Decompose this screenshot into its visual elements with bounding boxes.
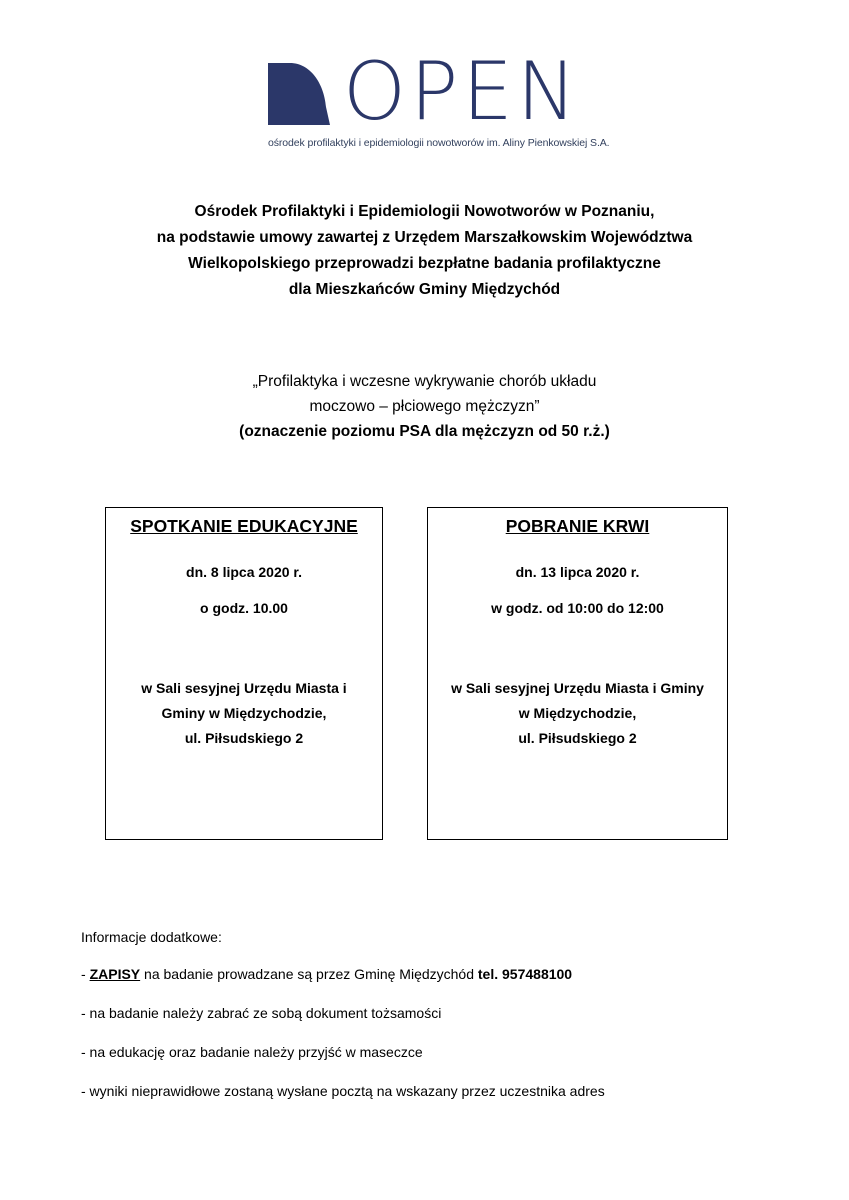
intro-paragraph [0,199,849,303]
education-meeting-box [105,507,383,840]
intro-line: Ośrodek Profilaktyki i Epidemiologii Nowotworów w Poznaniu, [194,203,655,220]
venue-line: w Sali sesyjnej Urzędu Miasta i Gminy [451,680,704,696]
info-prefix: - [81,966,90,982]
registration-keyword: ZAPISY [89,966,141,982]
info-item-registration [81,965,572,983]
program-line-3: (oznaczenie poziomu PSA dla mężczyzn od 50 r.ż.) [239,423,610,440]
info-heading: Informacje dodatkowe: [81,929,222,945]
blood-date: dn. 13 lipca 2020 r. [515,564,640,580]
info-item-id-document: - na badanie należy zabrać ze sobą dokument tożsamości [81,1005,442,1021]
info-text: na badanie prowadzane są przez Gminę Międzychód [140,966,478,982]
education-venue [106,676,382,751]
phone-number: tel. 957488100 [477,966,573,982]
intro-line: Wielkopolskiego przeprowadzi bezpłatne badania profilaktyczne [188,255,661,272]
intro-line: na podstawie umowy zawartej z Urzędem Marszałkowskim Województwa [156,229,693,246]
education-title: SPOTKANIE EDUKACYJNE [130,516,358,536]
info-item-mask: - na edukację oraz badanie należy przyjść w maseczce [81,1044,423,1060]
logo-subtitle: ośrodek profilaktyki i epidemiologii nowotworów im. Aliny Pienkowskiej S.A. [268,137,610,149]
venue-line: ul. Piłsudskiego 2 [518,730,637,746]
logo [268,45,610,155]
blood-time: w godz. od 10:00 do 12:00 [491,600,664,616]
venue-line: ul. Piłsudskiego 2 [184,730,304,746]
info-item-results: - wyniki nieprawidłowe zostaną wysłane pocztą na wskazany przez uczestnika adres [81,1083,605,1099]
logo-wordmark: OPEN [343,45,581,138]
education-date: dn. 8 lipca 2020 r. [186,564,302,580]
program-line-1: „Profilaktyka i wczesne wykrywanie chorób układu [252,373,597,390]
program-line-2: moczowo – płciowego mężczyzn” [309,398,540,415]
intro-line: dla Mieszkańców Gminy Międzychód [288,281,561,298]
program-title [0,369,849,444]
blood-venue [428,676,727,751]
blood-draw-box [427,507,728,840]
venue-line: w Międzychodzie, [518,705,637,721]
venue-line: Gminy w Międzychodzie, [161,705,327,721]
education-time: o godz. 10.00 [200,600,288,616]
venue-line: w Sali sesyjnej Urzędu Miasta i [141,680,347,696]
logo-mark-icon [268,63,330,125]
blood-title: POBRANIE KRWI [505,516,650,536]
